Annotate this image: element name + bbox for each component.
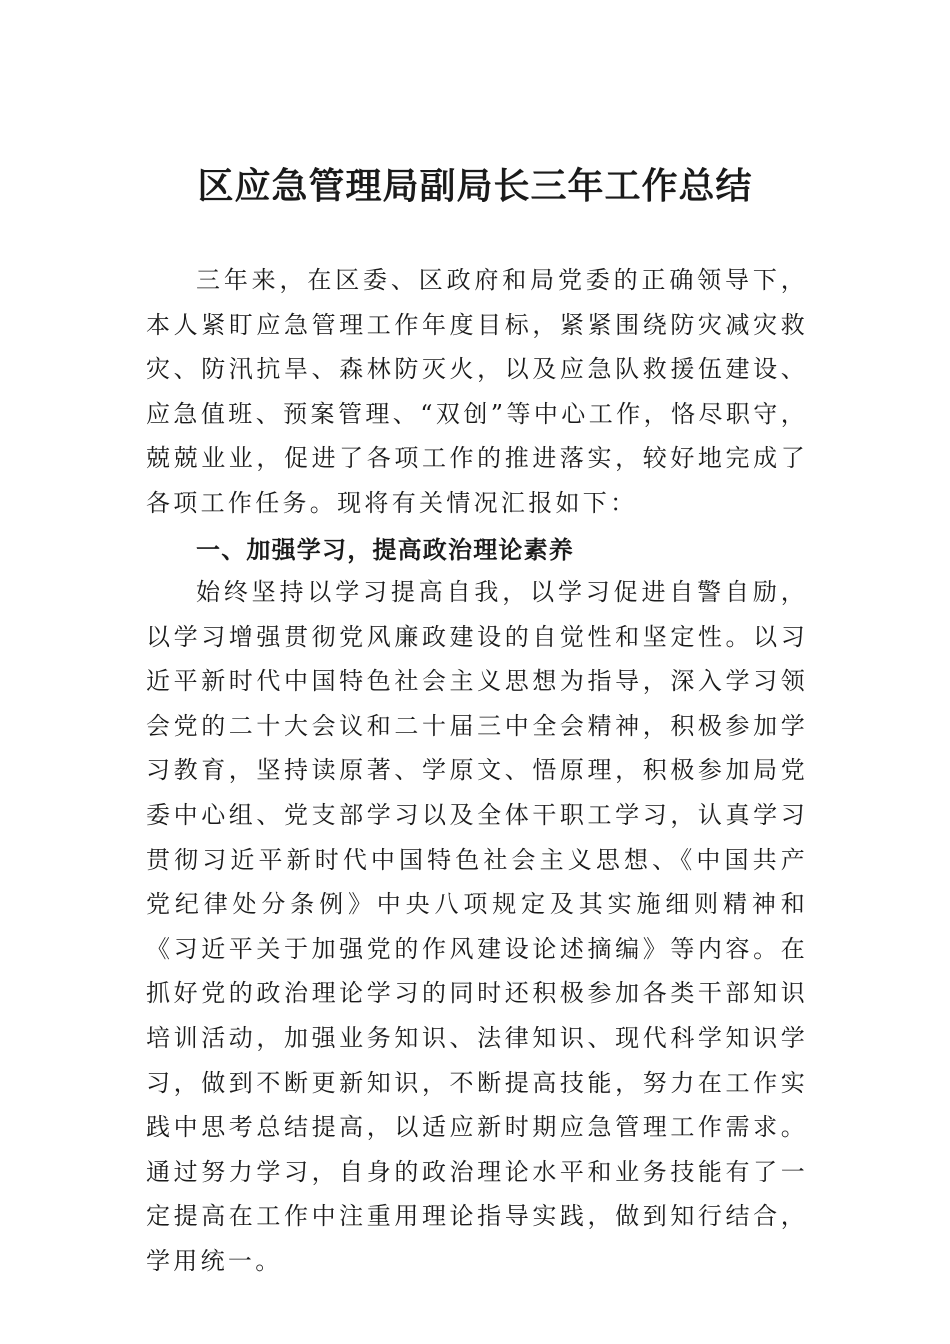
section-heading: 一、加强学习，提高政治理论素养	[196, 536, 574, 564]
section-paragraph: 始终坚持以学习提高自我，以学习促进自警自励，以学习增强贯彻党风廉政建设的自觉性和坚定性。以习近平新时代中国特色社会主义思想为指导，深入学习领会党的二十大会议和二十届三中全会精神，积极参加学习教育，坚持读原著、学原文、悟原理，积极参加局党委中心组、党支部学习以及全体干职工学习，认真学习贯彻习近平新时代中国特色社会主义思想、《中国共产党纪律处分条例》中央八项规定及其实施细则精神和《习近平关于加强党的作风建设论述摘编》等内容。在抓好党的政治理论学习的同时还积极参加各类干部知识培训活动，加强业务知识、法律知识、现代科学知识学习，做到不断更新知识，不断提高技能，努力在工作实践中思考总结提高，以适应新时期应急管理工作需求。通过努力学习，自身的政治理论水平和业务技能有了一定提高在工作中注重用理论指导实践，做到知行结合，学用统一。	[146, 578, 808, 1275]
intro-paragraph: 三年来，在区委、区政府和局党委的正确领导下，本人紧盯应急管理工作年度目标，紧紧围绕防灾减灾救灾、防汛抗旱、森林防灭火，以及应急队救援伍建设、应急值班、预案管理、“双创”等中心工作，恪尽职守，兢兢业业，促进了各项工作的推进落实，较好地完成了各项工作任务。现将有关情况汇报如下：	[146, 266, 808, 517]
document-title: 区应急管理局副局长三年工作总结	[197, 165, 753, 207]
